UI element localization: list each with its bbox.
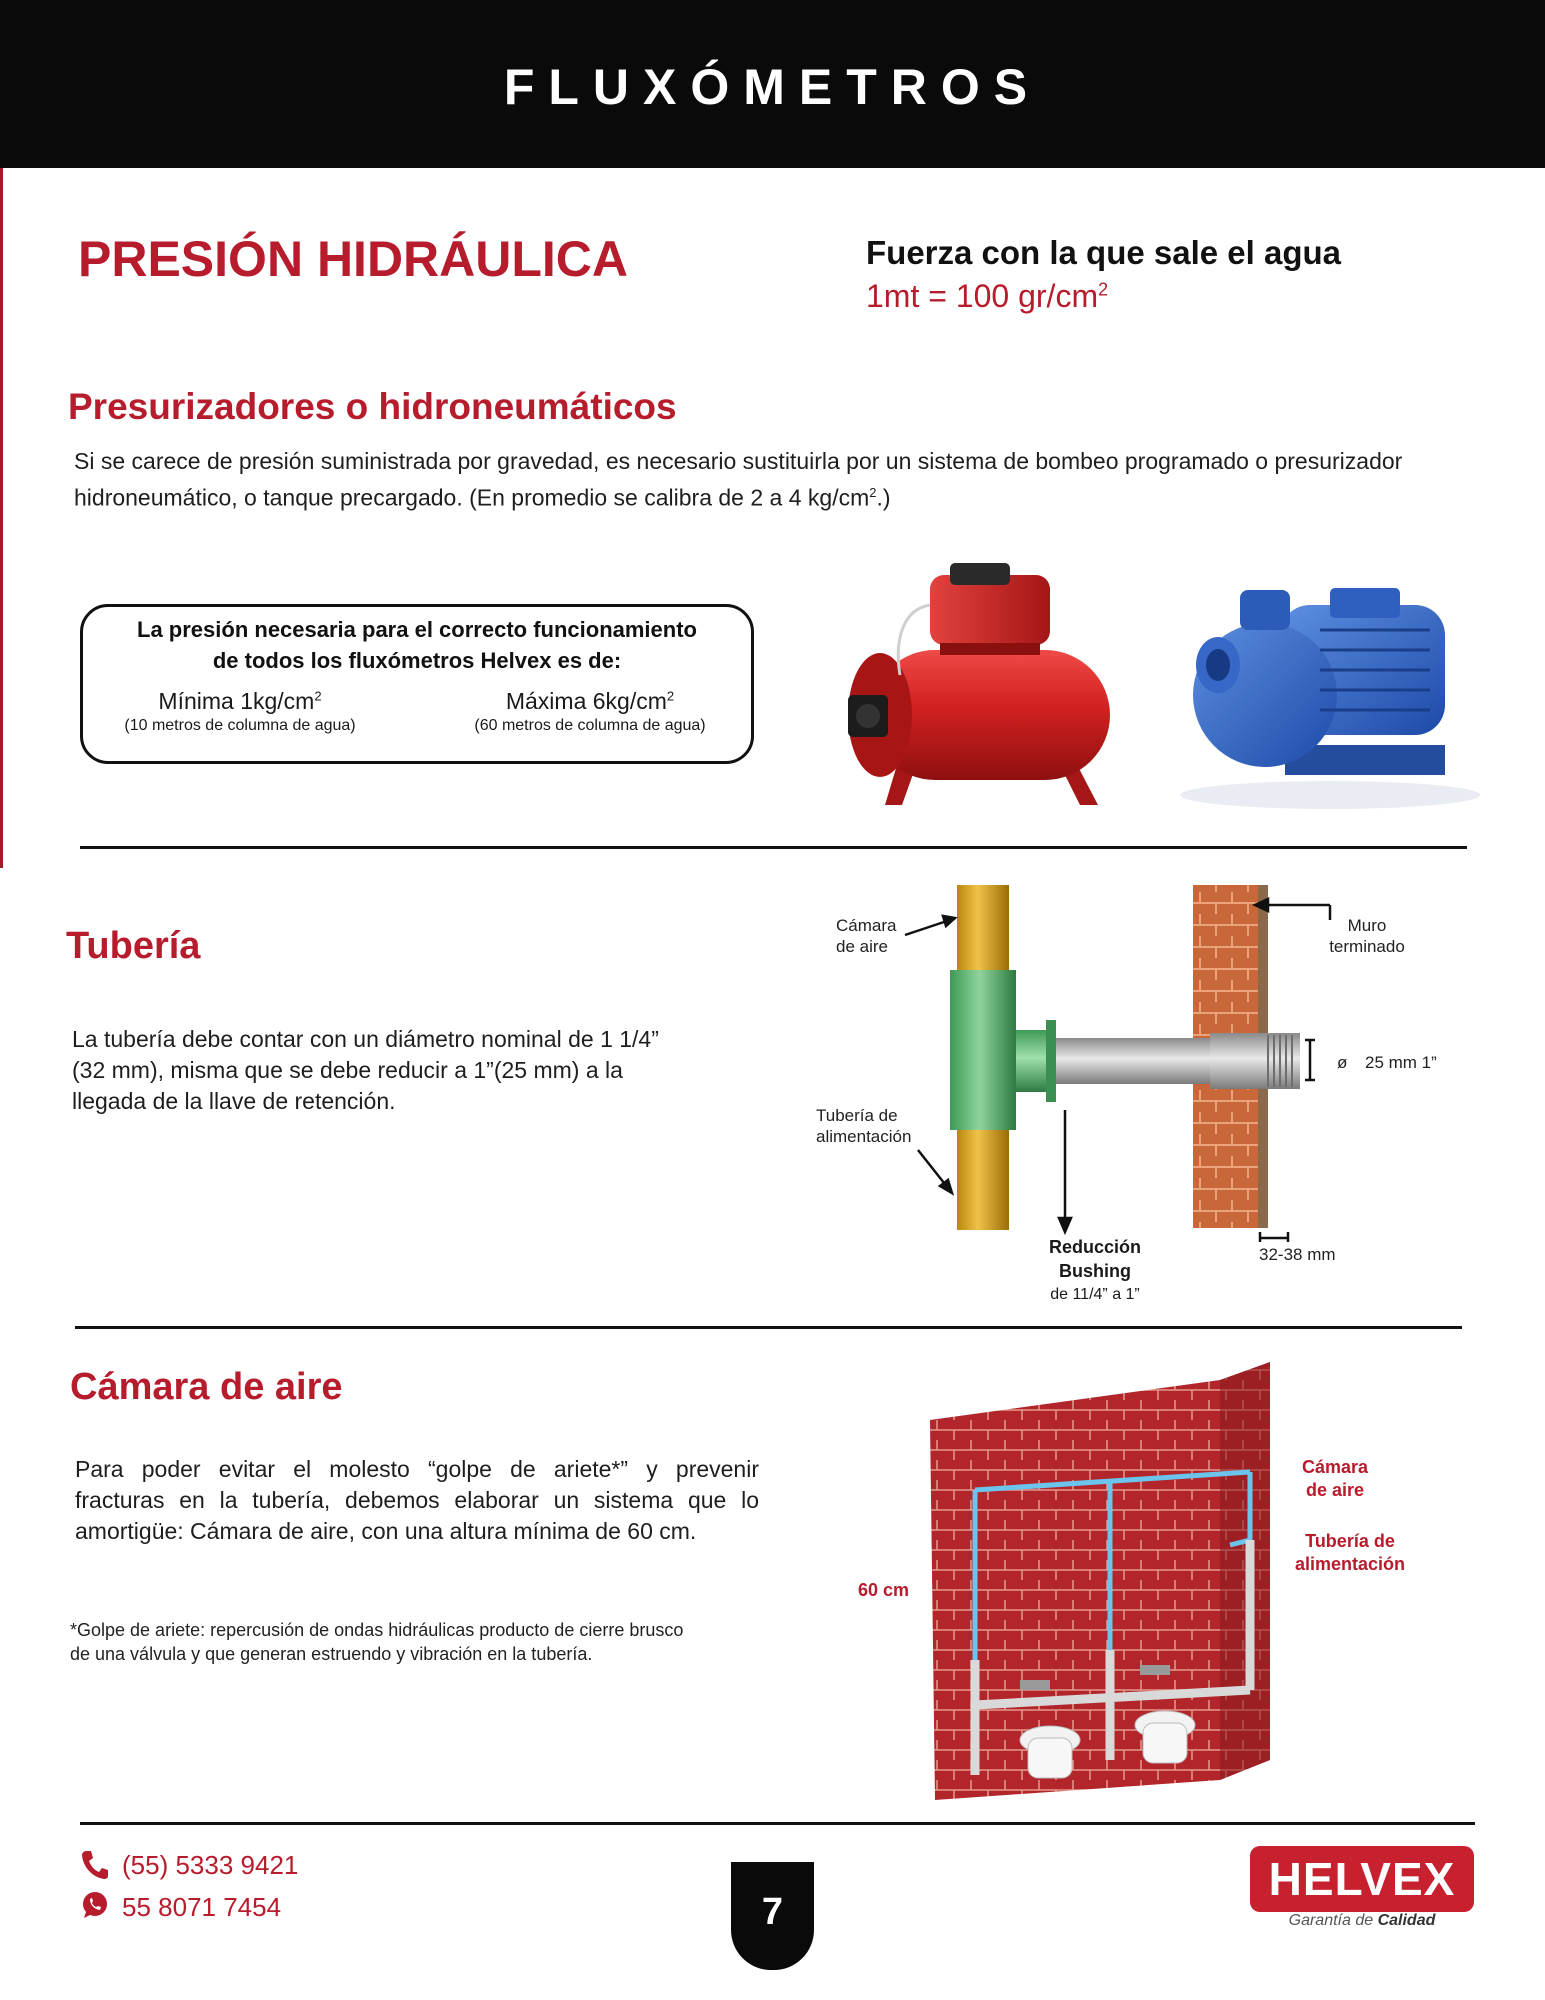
diagram-label-60cm: 60 cm bbox=[858, 1580, 910, 1600]
page-title: FLUXÓMETROS bbox=[503, 59, 1042, 115]
camara-text: Para poder evitar el molesto “golpe de ariete*” y prevenir fracturas en la tubería, debemos elaborar un sistema que lo amortigüe: Cámara de aire, con una altura mínima de 60 cm. bbox=[75, 1456, 759, 1544]
phone-number[interactable]: (55) 5333 9421 bbox=[122, 1850, 299, 1880]
diagram-label-camara-aire: Cámara de aire bbox=[1301, 1457, 1369, 1500]
section-title-camara: Cámara de aire bbox=[70, 1366, 343, 1408]
diagram-label-reduccion: Reducción Bushing de 11/4” a 1” bbox=[1048, 1237, 1141, 1303]
section-title-presion: PRESIÓN HIDRÁULICA bbox=[78, 231, 629, 287]
diagram-label-tuberia-alimentacion: Tubería de alimentación bbox=[1294, 1531, 1406, 1574]
helvex-tagline: Garantía de Calidad bbox=[1288, 1912, 1436, 1929]
divider-2 bbox=[75, 1326, 1462, 1329]
left-accent-bar bbox=[0, 168, 3, 868]
max-pressure: Máxima $6kg/cm^2$ (60 metros de columna de agua) bbox=[474, 688, 706, 734]
whatsapp-icon bbox=[80, 1890, 110, 1920]
presurizadores-text: Si se carece de presión suministrada por gravedad, es necesario sustituirla por un sistema de bombeo programado o presurizador hidroneumático, o tanque precargado. (En promedio se calibra de 2 a 4 $kg/cm^2$.) bbox=[74, 448, 1403, 511]
diagram-diameter-value: 25 mm 1” bbox=[1365, 1053, 1437, 1072]
page-number: 7 bbox=[731, 1862, 814, 1970]
info-box-heading: La presión necesaria para el correcto funcionamiento de todos los fluxómetros Helvex es de: bbox=[137, 617, 697, 673]
centrifugal-pump-image bbox=[1180, 570, 1480, 810]
divider-1 bbox=[80, 846, 1467, 849]
golpe-ariete-note: *Golpe de ariete: repercusión de ondas hidráulicas producto de cierre brusco de una válvula y que generan estruendo y vibración en la tubería. bbox=[70, 1620, 684, 1664]
min-pressure: Mínima $1kg/cm^2$ (10 metros de columna de agua) bbox=[124, 688, 356, 734]
whatsapp-number[interactable]: 55 8071 7454 bbox=[122, 1892, 282, 1922]
section-title-presurizadores: Presurizadores o hidroneumáticos bbox=[68, 386, 677, 427]
phone-icon bbox=[80, 1848, 108, 1880]
divider-3 bbox=[80, 1822, 1475, 1825]
diagram-diameter-symbol: ø bbox=[1337, 1053, 1348, 1072]
presion-formula: 1mt = 100 $gr/cm^2$ bbox=[866, 278, 1109, 314]
section-title-tuberia: Tubería bbox=[66, 925, 201, 967]
tuberia-text: La tubería debe contar con un diámetro nominal de 1 1/4” (32 mm), misma que se debe reducir a 1”(25 mm) a la llegada de la llave de retención. bbox=[72, 1026, 659, 1114]
presion-subtitle: Fuerza con la que sale el agua bbox=[866, 234, 1342, 271]
diagram-label-depth: 32-38 mm bbox=[1259, 1245, 1336, 1264]
diagram-label-muro: Muro terminado bbox=[1329, 916, 1405, 956]
diagram-label-alimentacion: Tubería de alimentación bbox=[816, 1106, 912, 1146]
air-chamber-diagram bbox=[920, 1360, 1280, 1800]
pressure-tank-image bbox=[840, 555, 1140, 815]
diagram-label-camara: Cámara de aire bbox=[836, 916, 897, 956]
helvex-logo: HELVEX bbox=[1250, 1846, 1474, 1912]
